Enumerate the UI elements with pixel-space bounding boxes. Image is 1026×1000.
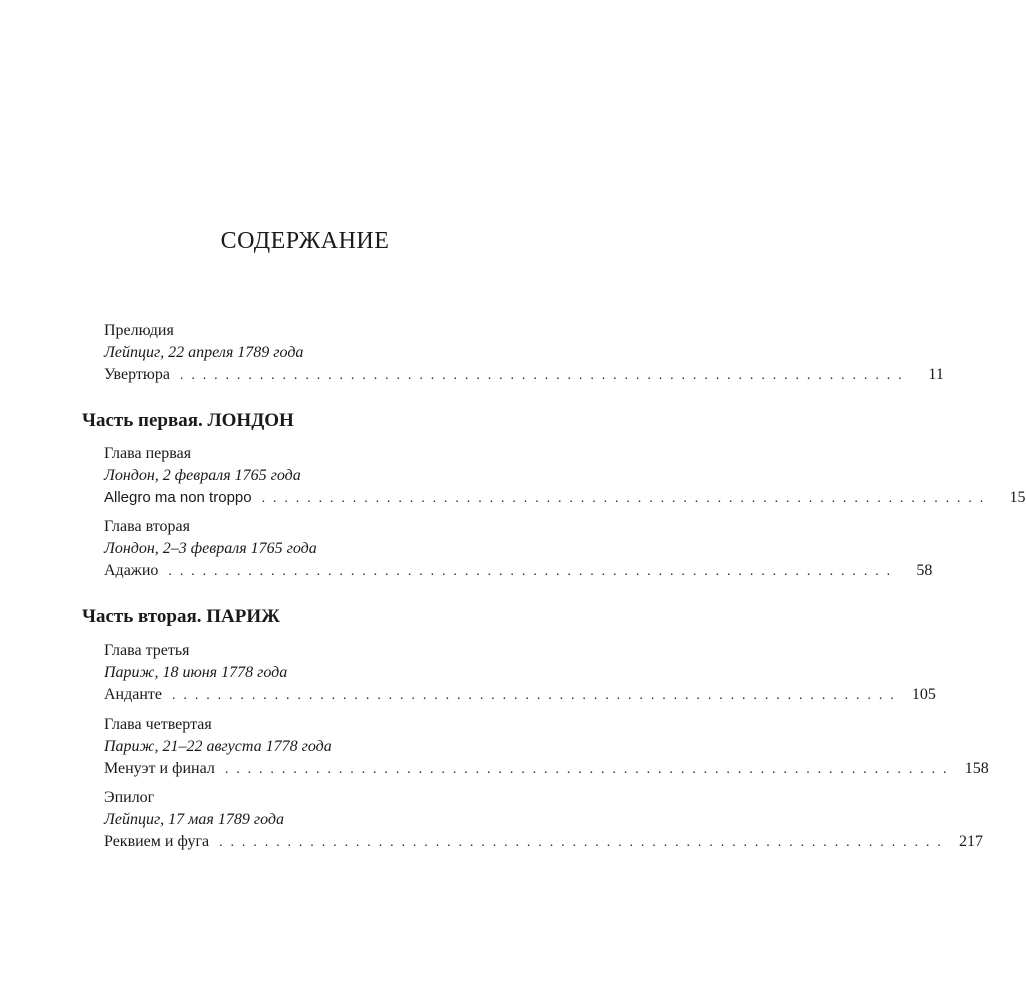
entry-title: Увертюра [104, 366, 170, 383]
entry-title: Менуэт и финал [104, 760, 215, 777]
entry-heading: Глава первая [104, 445, 192, 462]
entry-place-date: Лондон, 2 февраля 1765 года [104, 467, 301, 484]
entry-leader-row [104, 684, 936, 706]
part-heading-paris: Часть вторая. ПАРИЖ [82, 606, 280, 627]
entry-page-number: 105 [911, 686, 936, 703]
entry-place-date: Лондон, 2–3 февраля 1765 года [104, 540, 317, 557]
entry-title: Allegro ma non troppo [104, 489, 252, 506]
entry-heading: Глава четвертая [104, 716, 212, 733]
entry-leader-row [104, 487, 1026, 509]
entry-page-number: 158 [964, 760, 989, 777]
toc-entry-chapter-1 [104, 443, 1026, 509]
entry-heading: Глава вторая [104, 518, 190, 535]
toc-entry-prelude [104, 320, 944, 386]
entry-page-number: 217 [959, 833, 984, 850]
dot-leader: . . . . . . . . . . . . . . . . . . . . . . . . . . . . . . . . . . . . . . . . . . . . . . . . . . . . . . . . . . . . . . . . [219, 835, 944, 850]
toc-entry-chapter-2 [104, 516, 933, 582]
entry-heading: Эпилог [104, 789, 155, 806]
toc-entry-epilogue [104, 787, 984, 853]
entry-title: Анданте [104, 686, 163, 703]
entry-leader-row [104, 364, 944, 386]
toc-entry-chapter-3 [104, 640, 936, 706]
entry-leader-row [104, 758, 989, 780]
entry-place-date: Париж, 21–22 августа 1778 года [104, 738, 332, 755]
toc-entry-chapter-4 [104, 714, 989, 780]
entry-leader-row [104, 560, 933, 582]
dot-leader: . . . . . . . . . . . . . . . . . . . . . . . . . . . . . . . . . . . . . . . . . . . . . . . . . . . . . . . . . . . . . . . . [172, 688, 896, 703]
entry-place-date: Лейпциг, 17 мая 1789 года [104, 811, 284, 828]
dot-leader: . . . . . . . . . . . . . . . . . . . . . . . . . . . . . . . . . . . . . . . . . . . . . . . . . . . . . . . . . . . . . . . . [224, 762, 949, 777]
entry-leader-row [104, 831, 984, 853]
dot-leader: . . . . . . . . . . . . . . . . . . . . . . . . . . . . . . . . . . . . . . . . . . . . . . . . . . . . . . . . . . . . . . . . [168, 564, 893, 579]
entry-title: Адажио [104, 562, 159, 579]
dot-leader: . . . . . . . . . . . . . . . . . . . . . . . . . . . . . . . . . . . . . . . . . . . . . . . . . . . . . . . . . . . . . . . . [261, 491, 986, 506]
part-heading-london: Часть первая. ЛОНДОН [82, 410, 294, 431]
entry-page-number: 58 [916, 562, 933, 579]
entry-heading: Прелюдия [104, 322, 174, 339]
entry-heading: Глава третья [104, 642, 190, 659]
entry-page-number: 11 [928, 366, 944, 383]
page-title: СОДЕРЖАНИЕ [220, 228, 390, 254]
entry-title: Реквием и фуга [104, 833, 210, 850]
entry-page-number: 15 [1009, 489, 1026, 506]
entry-place-date: Париж, 18 июня 1778 года [104, 664, 288, 681]
dot-leader: . . . . . . . . . . . . . . . . . . . . . . . . . . . . . . . . . . . . . . . . . . . . . . . . . . . . . . . . . . . . . . . . [179, 368, 904, 383]
entry-place-date: Лейпциг, 22 апреля 1789 года [104, 344, 304, 361]
